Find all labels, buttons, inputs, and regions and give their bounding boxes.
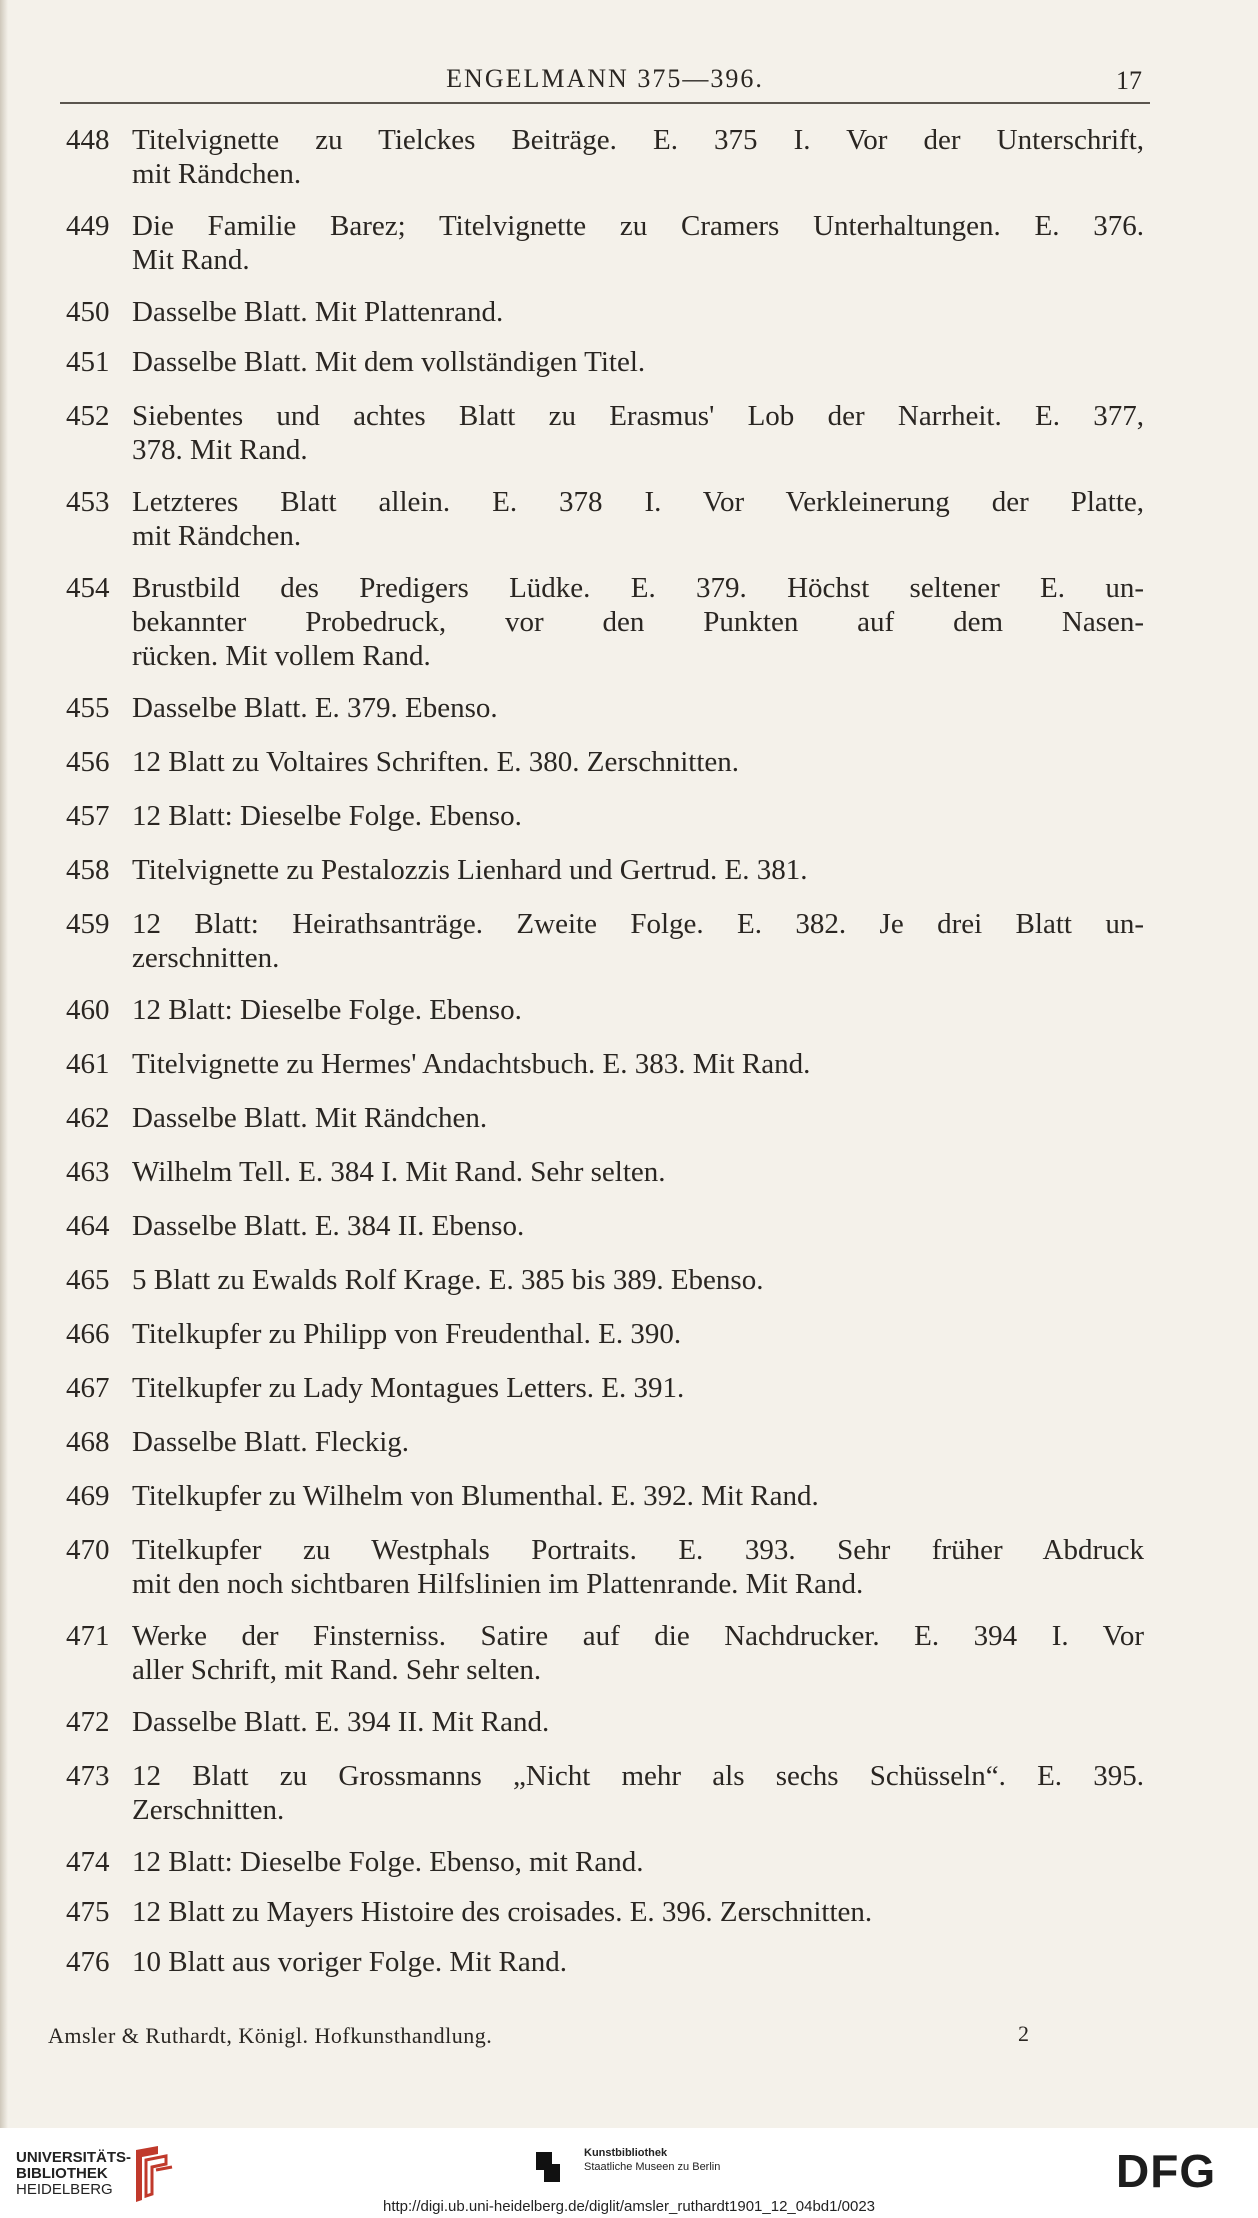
entry-text-line: Mit Rand. [132,244,250,276]
catalogue-entry [0,1263,1258,1297]
ub-line-1: UNIVERSITÄTS- [16,2149,132,2166]
entry-number: 466 [66,1318,110,1350]
entry-text-line: Dasselbe Blatt. Mit Plattenrand. [132,296,504,328]
entry-text-line: Titelkupfer zu Westphals Portraits. E. 393. Sehr früher Abdruck [132,1534,1144,1566]
entry-number: 453 [66,486,110,518]
entry-number: 468 [66,1426,110,1458]
dfg-logo: DFG [1116,2145,1217,2197]
catalogue-entry [0,1101,1258,1135]
entry-number: 463 [66,1156,110,1188]
entry-number: 462 [66,1102,110,1134]
catalogue-entry [0,1209,1258,1243]
ub-line-2: BIBLIOTHEK [16,2165,108,2182]
catalogue-entry [0,1479,1258,1513]
entry-number: 458 [66,854,110,886]
entry-text-line: Titelvignette zu Hermes' Andachtsbuch. E. 383. Mit Rand. [132,1048,811,1080]
entry-text-line: rücken. Mit vollem Rand. [132,640,431,672]
entry-text-line: Zerschnitten. [132,1794,285,1826]
catalogue-entry [0,571,1258,673]
catalogue-entry [0,485,1258,553]
entry-number: 461 [66,1048,110,1080]
entry-number: 475 [66,1896,110,1928]
entry-number: 451 [66,346,110,378]
entry-text-line: Brustbild des Predigers Lüdke. E. 379. Höchst seltener E. un- [132,572,1144,604]
entry-number: 457 [66,800,110,832]
catalogue-entry [0,209,1258,277]
catalogue-entry [0,1371,1258,1405]
entry-text-line: Titelkupfer zu Lady Montagues Letters. E. 391. [132,1372,685,1404]
entry-number: 467 [66,1372,110,1404]
catalogue-entry [0,295,1258,329]
catalogue-entry [0,1895,1258,1929]
digitization-bar [0,2128,1258,2218]
catalogue-entry [0,1425,1258,1459]
entry-text-line: 12 Blatt: Dieselbe Folge. Ebenso, mit Rand. [132,1846,644,1878]
entry-text-line: Siebentes und achtes Blatt zu Erasmus' Lob der Narrheit. E. 377, [132,400,1144,432]
kunstbibliothek-line-2: Staatliche Museen zu Berlin [584,2161,721,2173]
entry-number: 454 [66,572,110,604]
entry-number: 455 [66,692,110,724]
entry-text-line: mit Rändchen. [132,158,302,190]
catalogue-entry [0,1619,1258,1687]
catalogue-entry [0,799,1258,833]
catalogue-entry [0,907,1258,975]
entry-number: 450 [66,296,110,328]
entry-text-line: 12 Blatt zu Grossmanns „Nicht mehr als sechs Schüsseln“. E. 395. [132,1760,1144,1792]
running-title: ENGELMANN 375—396. [446,64,764,93]
entry-number: 472 [66,1706,110,1738]
entry-text-line: 10 Blatt aus voriger Folge. Mit Rand. [132,1946,567,1978]
entry-number: 449 [66,210,110,242]
entry-text-line: Titelvignette zu Tielckes Beiträge. E. 375 I. Vor der Unterschrift, [132,124,1144,156]
entry-text-line: 12 Blatt zu Voltaires Schriften. E. 380. Zerschnitten. [132,746,740,778]
entry-text-line: zerschnitten. [132,942,280,974]
catalogue-entry [0,1759,1258,1827]
entry-text-line: bekannter Probedruck, vor den Punkten auf dem Nasen- [132,606,1144,638]
catalogue-entry [0,691,1258,725]
catalogue-entry [0,1945,1258,1979]
kunstbibliothek-label [584,2146,720,2174]
entry-text-line: Titelvignette zu Pestalozzis Lienhard und Gertrud. E. 381. [132,854,808,886]
catalogue-entry [0,1047,1258,1081]
entry-number: 456 [66,746,110,778]
entry-text-line: Dasselbe Blatt. Mit dem vollständigen Titel. [132,346,646,378]
running-head [60,62,1150,104]
ub-heidelberg-label [16,2150,131,2198]
entry-number: 470 [66,1534,110,1566]
catalogue-entry [0,1317,1258,1351]
entry-number: 465 [66,1264,110,1296]
catalogue-entry [0,993,1258,1027]
kunstbibliothek-logo-icon [534,2148,574,2184]
entry-text-line: Letzteres Blatt allein. E. 378 I. Vor Verkleinerung der Platte, [132,486,1144,518]
catalogue-entry [0,853,1258,887]
entry-text-line: 12 Blatt: Dieselbe Folge. Ebenso. [132,994,522,1026]
kunstbibliothek-line-1: Kunstbibliothek [584,2147,668,2159]
entry-text-line: Die Familie Barez; Titelvignette zu Cramers Unterhaltungen. E. 376. [132,210,1144,242]
entry-number: 448 [66,124,110,156]
entry-number: 473 [66,1760,110,1792]
ub-heidelberg-logo-icon [128,2144,178,2204]
entry-text-line: Wilhelm Tell. E. 384 I. Mit Rand. Sehr selten. [132,1156,666,1188]
entry-text-line: Titelkupfer zu Philipp von Freudenthal. E. 390. [132,1318,682,1350]
entry-text-line: 12 Blatt: Dieselbe Folge. Ebenso. [132,800,522,832]
entry-text-line: Titelkupfer zu Wilhelm von Blumenthal. E. 392. Mit Rand. [132,1480,819,1512]
entry-text-line: mit den noch sichtbaren Hilfslinien im Plattenrande. Mit Rand. [132,1568,864,1600]
catalogue-entry [0,1705,1258,1739]
entry-number: 471 [66,1620,110,1652]
entry-number: 476 [66,1946,110,1978]
entry-text-line: mit Rändchen. [132,520,302,552]
ub-line-3: HEIDELBERG [16,2181,113,2198]
catalogue-entry [0,399,1258,467]
publisher-imprint: Amsler & Ruthardt, Königl. Hofkunsthandlung. [48,2023,493,2048]
entry-number: 474 [66,1846,110,1878]
signature-mark: 2 [1018,2021,1029,2046]
catalogue-entry [0,123,1258,191]
entry-text-line: 378. Mit Rand. [132,434,308,466]
catalogue-entry [0,1155,1258,1189]
entry-number: 452 [66,400,110,432]
catalogue-entry [0,345,1258,379]
catalogue-entry [0,1533,1258,1601]
entry-number: 464 [66,1210,110,1242]
source-url-link[interactable]: http://digi.ub.uni-heidelberg.de/diglit/amsler_ruthardt1901_12_04bd1/0023 [382,2198,876,2215]
entry-text-line: aller Schrift, mit Rand. Sehr selten. [132,1654,542,1686]
entry-number: 469 [66,1480,110,1512]
entry-text-line: Dasselbe Blatt. E. 379. Ebenso. [132,692,498,724]
catalogue-entry [0,1845,1258,1879]
page-number: 17 [1116,66,1142,95]
catalogue-entry [0,745,1258,779]
entry-text-line: Dasselbe Blatt. E. 394 II. Mit Rand. [132,1706,550,1738]
entry-text-line: Dasselbe Blatt. Mit Rändchen. [132,1102,488,1134]
entry-text-line: Werke der Finsterniss. Satire auf die Nachdrucker. E. 394 I. Vor [132,1620,1144,1652]
entry-text-line: 12 Blatt: Heirathsanträge. Zweite Folge. E. 382. Je drei Blatt un- [132,908,1144,940]
entry-text-line: 12 Blatt zu Mayers Histoire des croisades. E. 396. Zerschnitten. [132,1896,873,1928]
entry-text-line: Dasselbe Blatt. E. 384 II. Ebenso. [132,1210,525,1242]
entry-number: 459 [66,908,110,940]
entry-text-line: Dasselbe Blatt. Fleckig. [132,1426,410,1458]
entry-number: 460 [66,994,110,1026]
entry-text-line: 5 Blatt zu Ewalds Rolf Krage. E. 385 bis 389. Ebenso. [132,1264,764,1296]
